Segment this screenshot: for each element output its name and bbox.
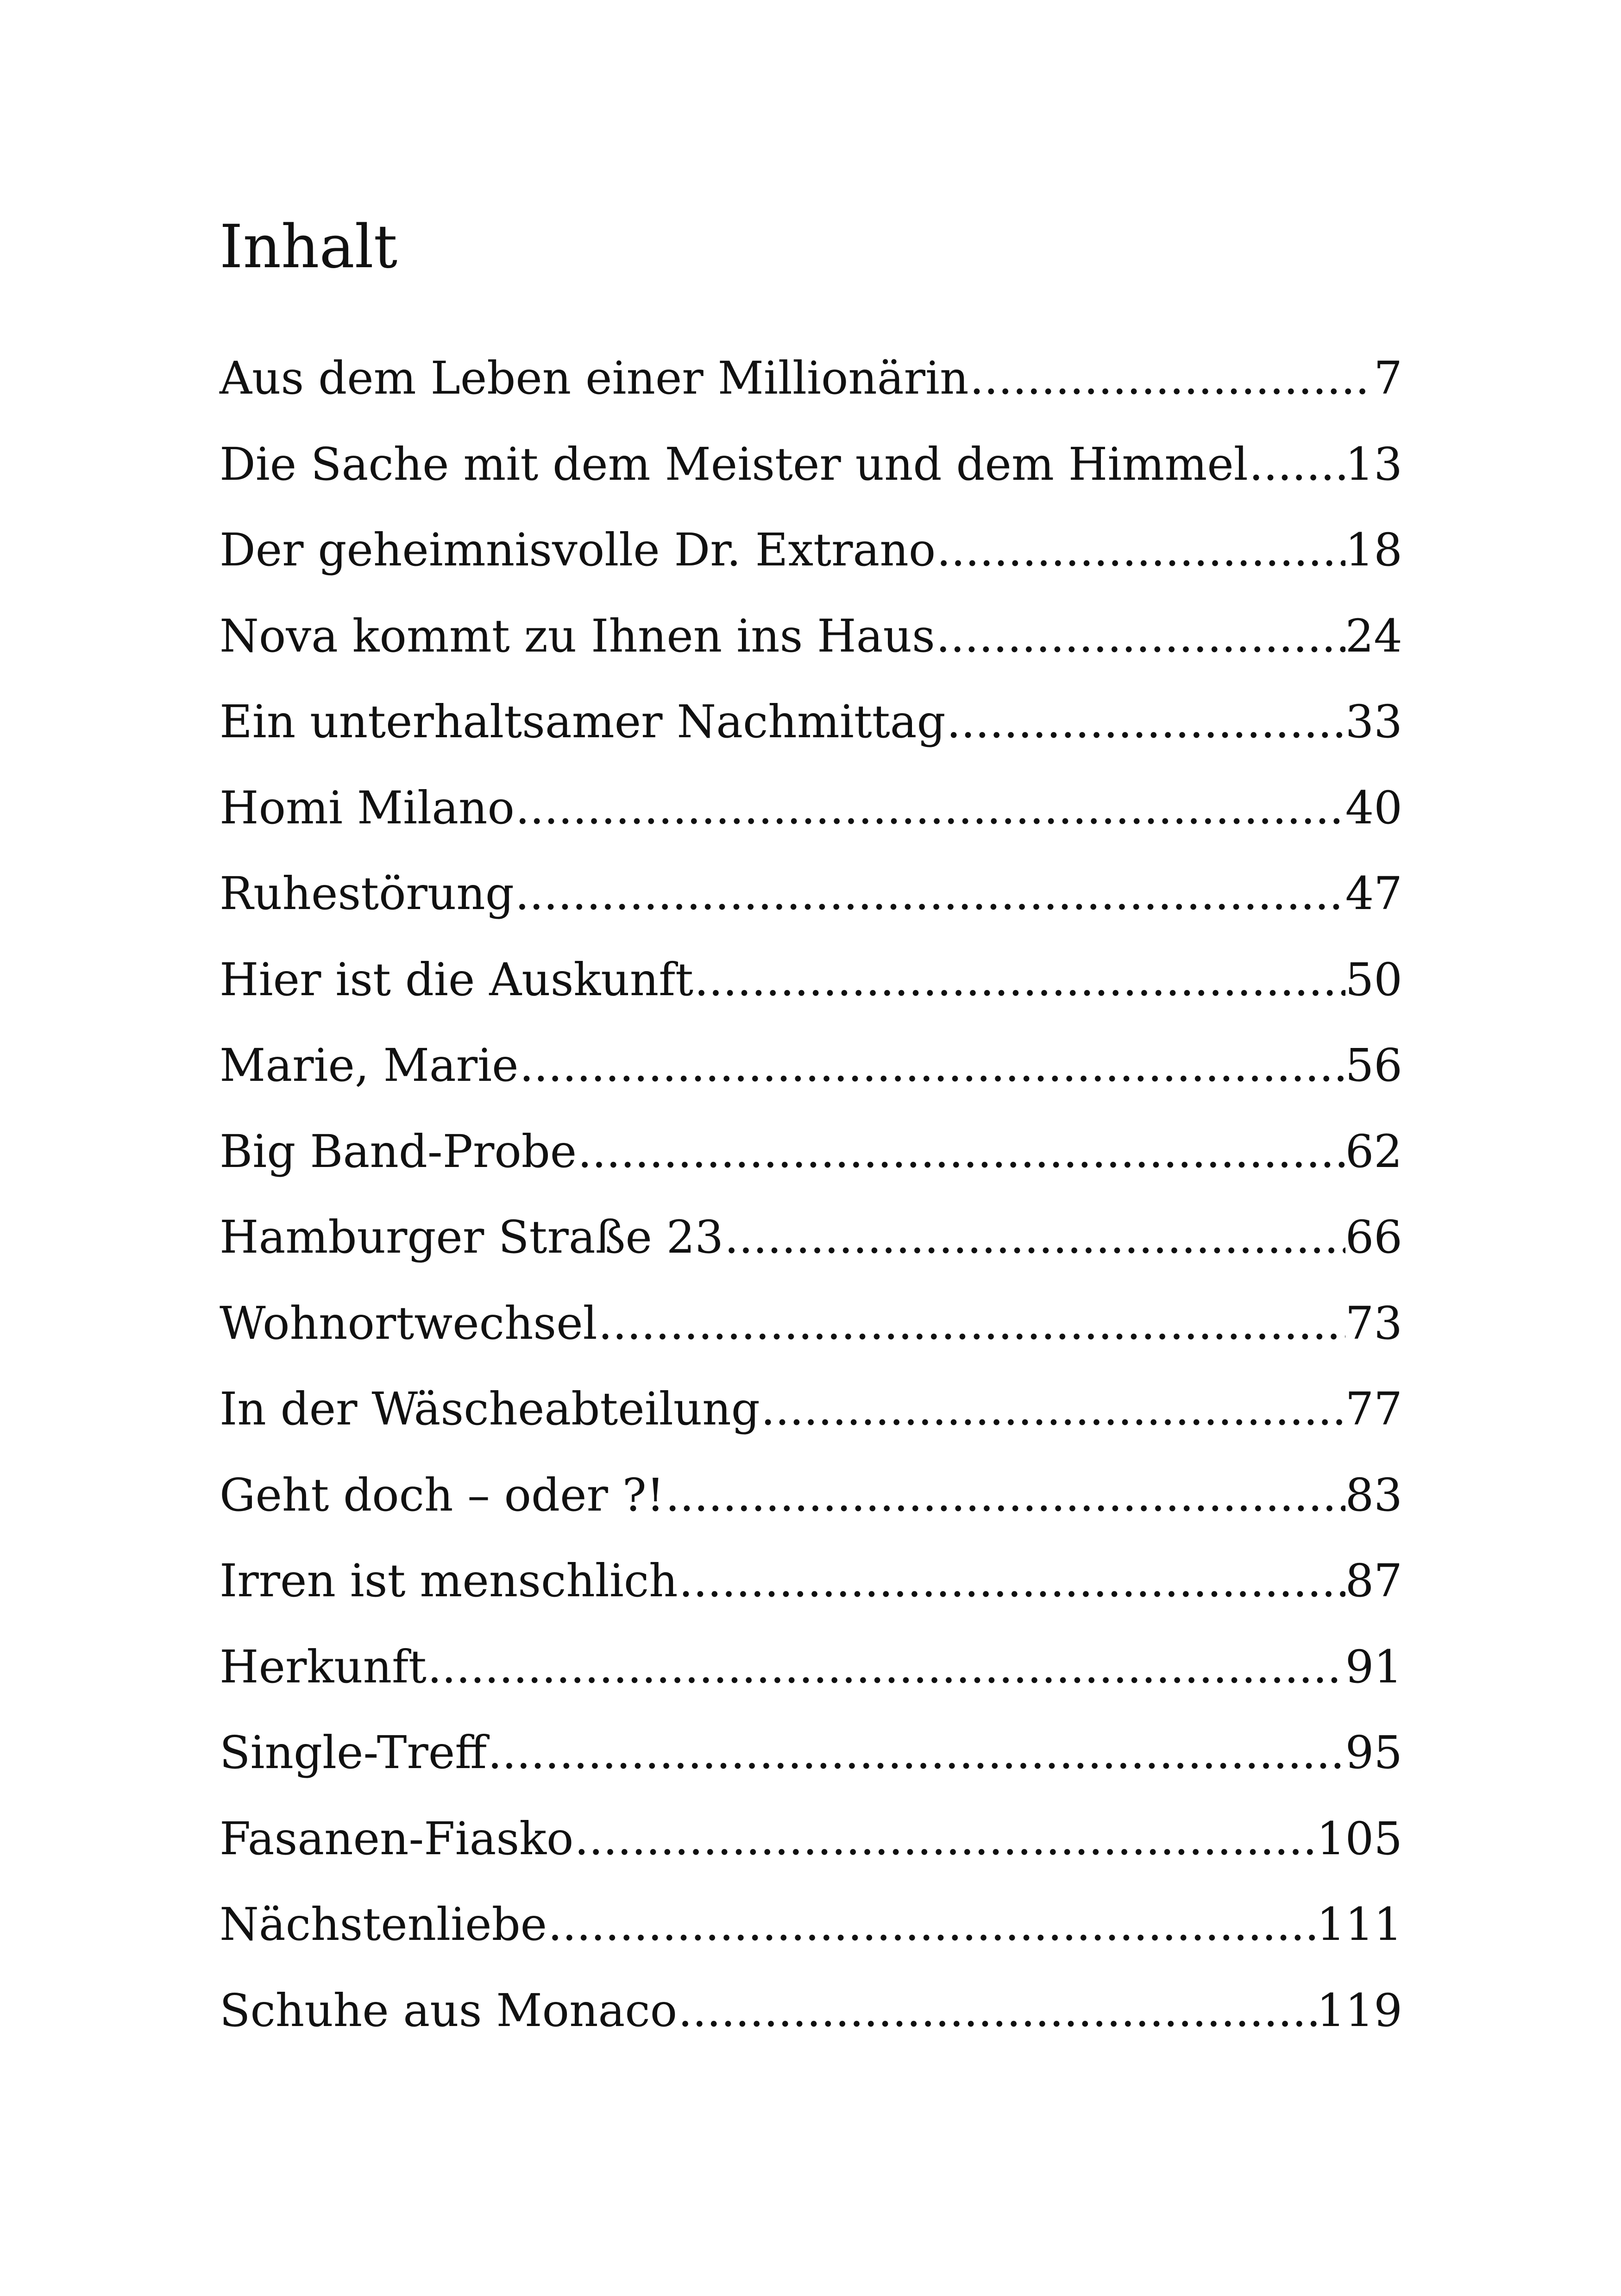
toc-entry-title: Hier ist die Auskunft (220, 953, 694, 1006)
toc-entry-title: Hamburger Straße 23 (220, 1211, 724, 1263)
toc-dot-leader (520, 1039, 1345, 1092)
toc-entry-title: Nächstenliebe (220, 1898, 547, 1951)
toc-entry-title: Single-Treff (220, 1726, 487, 1779)
toc-page-number: 24 (1345, 609, 1402, 662)
toc-dot-leader (574, 1813, 1316, 1865)
toc-dot-leader (488, 1726, 1345, 1779)
toc-entry-title: Die Sache mit dem Meister und dem Himmel (220, 438, 1248, 490)
toc-page-number: 40 (1345, 781, 1402, 834)
toc-entry-title: Geht doch – oder ?! (220, 1468, 665, 1521)
toc-page-number: 83 (1345, 1468, 1402, 1521)
toc-entry (220, 1555, 1402, 1641)
toc-dot-leader (578, 1125, 1345, 1178)
toc-page-number: 50 (1345, 953, 1402, 1006)
toc-dot-leader (598, 1297, 1345, 1350)
toc-page-number: 18 (1345, 524, 1402, 576)
toc-page-number: 77 (1345, 1383, 1402, 1435)
toc-entry-title: Fasanen-Fiasko (220, 1812, 574, 1865)
toc-page-number: 119 (1316, 1984, 1402, 2037)
toc-dot-leader (666, 1469, 1345, 1522)
toc-page-number: 47 (1345, 867, 1402, 920)
toc-dot-leader (936, 524, 1345, 577)
toc-page-number: 91 (1345, 1640, 1402, 1693)
table-of-contents (220, 352, 1402, 2070)
toc-entry-title: Ein unterhaltsamer Nachmittag (220, 696, 946, 748)
toc-entry-title: Herkunft (220, 1640, 427, 1693)
toc-page-number: 87 (1345, 1555, 1402, 1607)
toc-dot-leader (970, 352, 1374, 405)
toc-entry (220, 1469, 1402, 1555)
toc-page-number: 7 (1374, 352, 1402, 404)
toc-entry-title: Wohnortwechsel (220, 1297, 597, 1349)
toc-entry (220, 1813, 1402, 1899)
toc-entry-title: Ruhestörung (220, 867, 514, 920)
toc-entry (220, 867, 1402, 954)
toc-entry (220, 1211, 1402, 1297)
toc-page-number: 56 (1345, 1039, 1402, 1092)
toc-dot-leader (515, 867, 1345, 920)
toc-entry-title: Irren ist menschlich (220, 1555, 678, 1607)
toc-entry (220, 524, 1402, 610)
toc-dot-leader (679, 1555, 1345, 1607)
toc-page-number: 66 (1345, 1211, 1402, 1263)
toc-entry-title: In der Wäscheabteilung (220, 1383, 760, 1435)
toc-entry (220, 782, 1402, 868)
toc-page-number: 105 (1316, 1812, 1402, 1865)
toc-entry (220, 954, 1402, 1040)
toc-dot-leader (694, 954, 1345, 1006)
toc-entry (220, 1039, 1402, 1125)
toc-entry (220, 1898, 1402, 1984)
toc-entry (220, 438, 1402, 524)
toc-page-number: 111 (1316, 1898, 1402, 1951)
toc-title: Inhalt (220, 213, 398, 282)
toc-dot-leader (1249, 438, 1345, 491)
toc-dot-leader (761, 1383, 1345, 1436)
toc-entry-title: Schuhe aus Monaco (220, 1984, 678, 2037)
toc-dot-leader (427, 1641, 1345, 1694)
toc-entry-title: Aus dem Leben einer Millionärin (220, 352, 969, 404)
toc-entry-title: Der geheimnisvolle Dr. Extrano (220, 524, 936, 576)
toc-page-number: 33 (1345, 696, 1402, 748)
toc-entry-title: Big Band-Probe (220, 1125, 577, 1178)
toc-entry (220, 352, 1402, 438)
toc-entry-title: Nova kommt zu Ihnen ins Haus (220, 609, 935, 662)
toc-entry (220, 1383, 1402, 1469)
toc-page-number: 73 (1345, 1297, 1402, 1349)
toc-dot-leader (515, 782, 1345, 834)
toc-entry (220, 1125, 1402, 1211)
toc-page-number: 13 (1345, 438, 1402, 490)
toc-dot-leader (724, 1211, 1345, 1264)
toc-entry-title: Homi Milano (220, 781, 515, 834)
toc-entry (220, 1984, 1402, 2070)
toc-page-number: 62 (1345, 1125, 1402, 1178)
toc-entry (220, 696, 1402, 782)
toc-entry (220, 1641, 1402, 1727)
toc-dot-leader (548, 1898, 1317, 1951)
toc-dot-leader (947, 696, 1345, 748)
toc-dot-leader (936, 610, 1345, 663)
toc-dot-leader (678, 1984, 1317, 2037)
toc-page-number: 95 (1345, 1726, 1402, 1779)
toc-entry (220, 1726, 1402, 1813)
toc-entry (220, 610, 1402, 696)
toc-entry (220, 1297, 1402, 1383)
toc-entry-title: Marie, Marie (220, 1039, 519, 1092)
